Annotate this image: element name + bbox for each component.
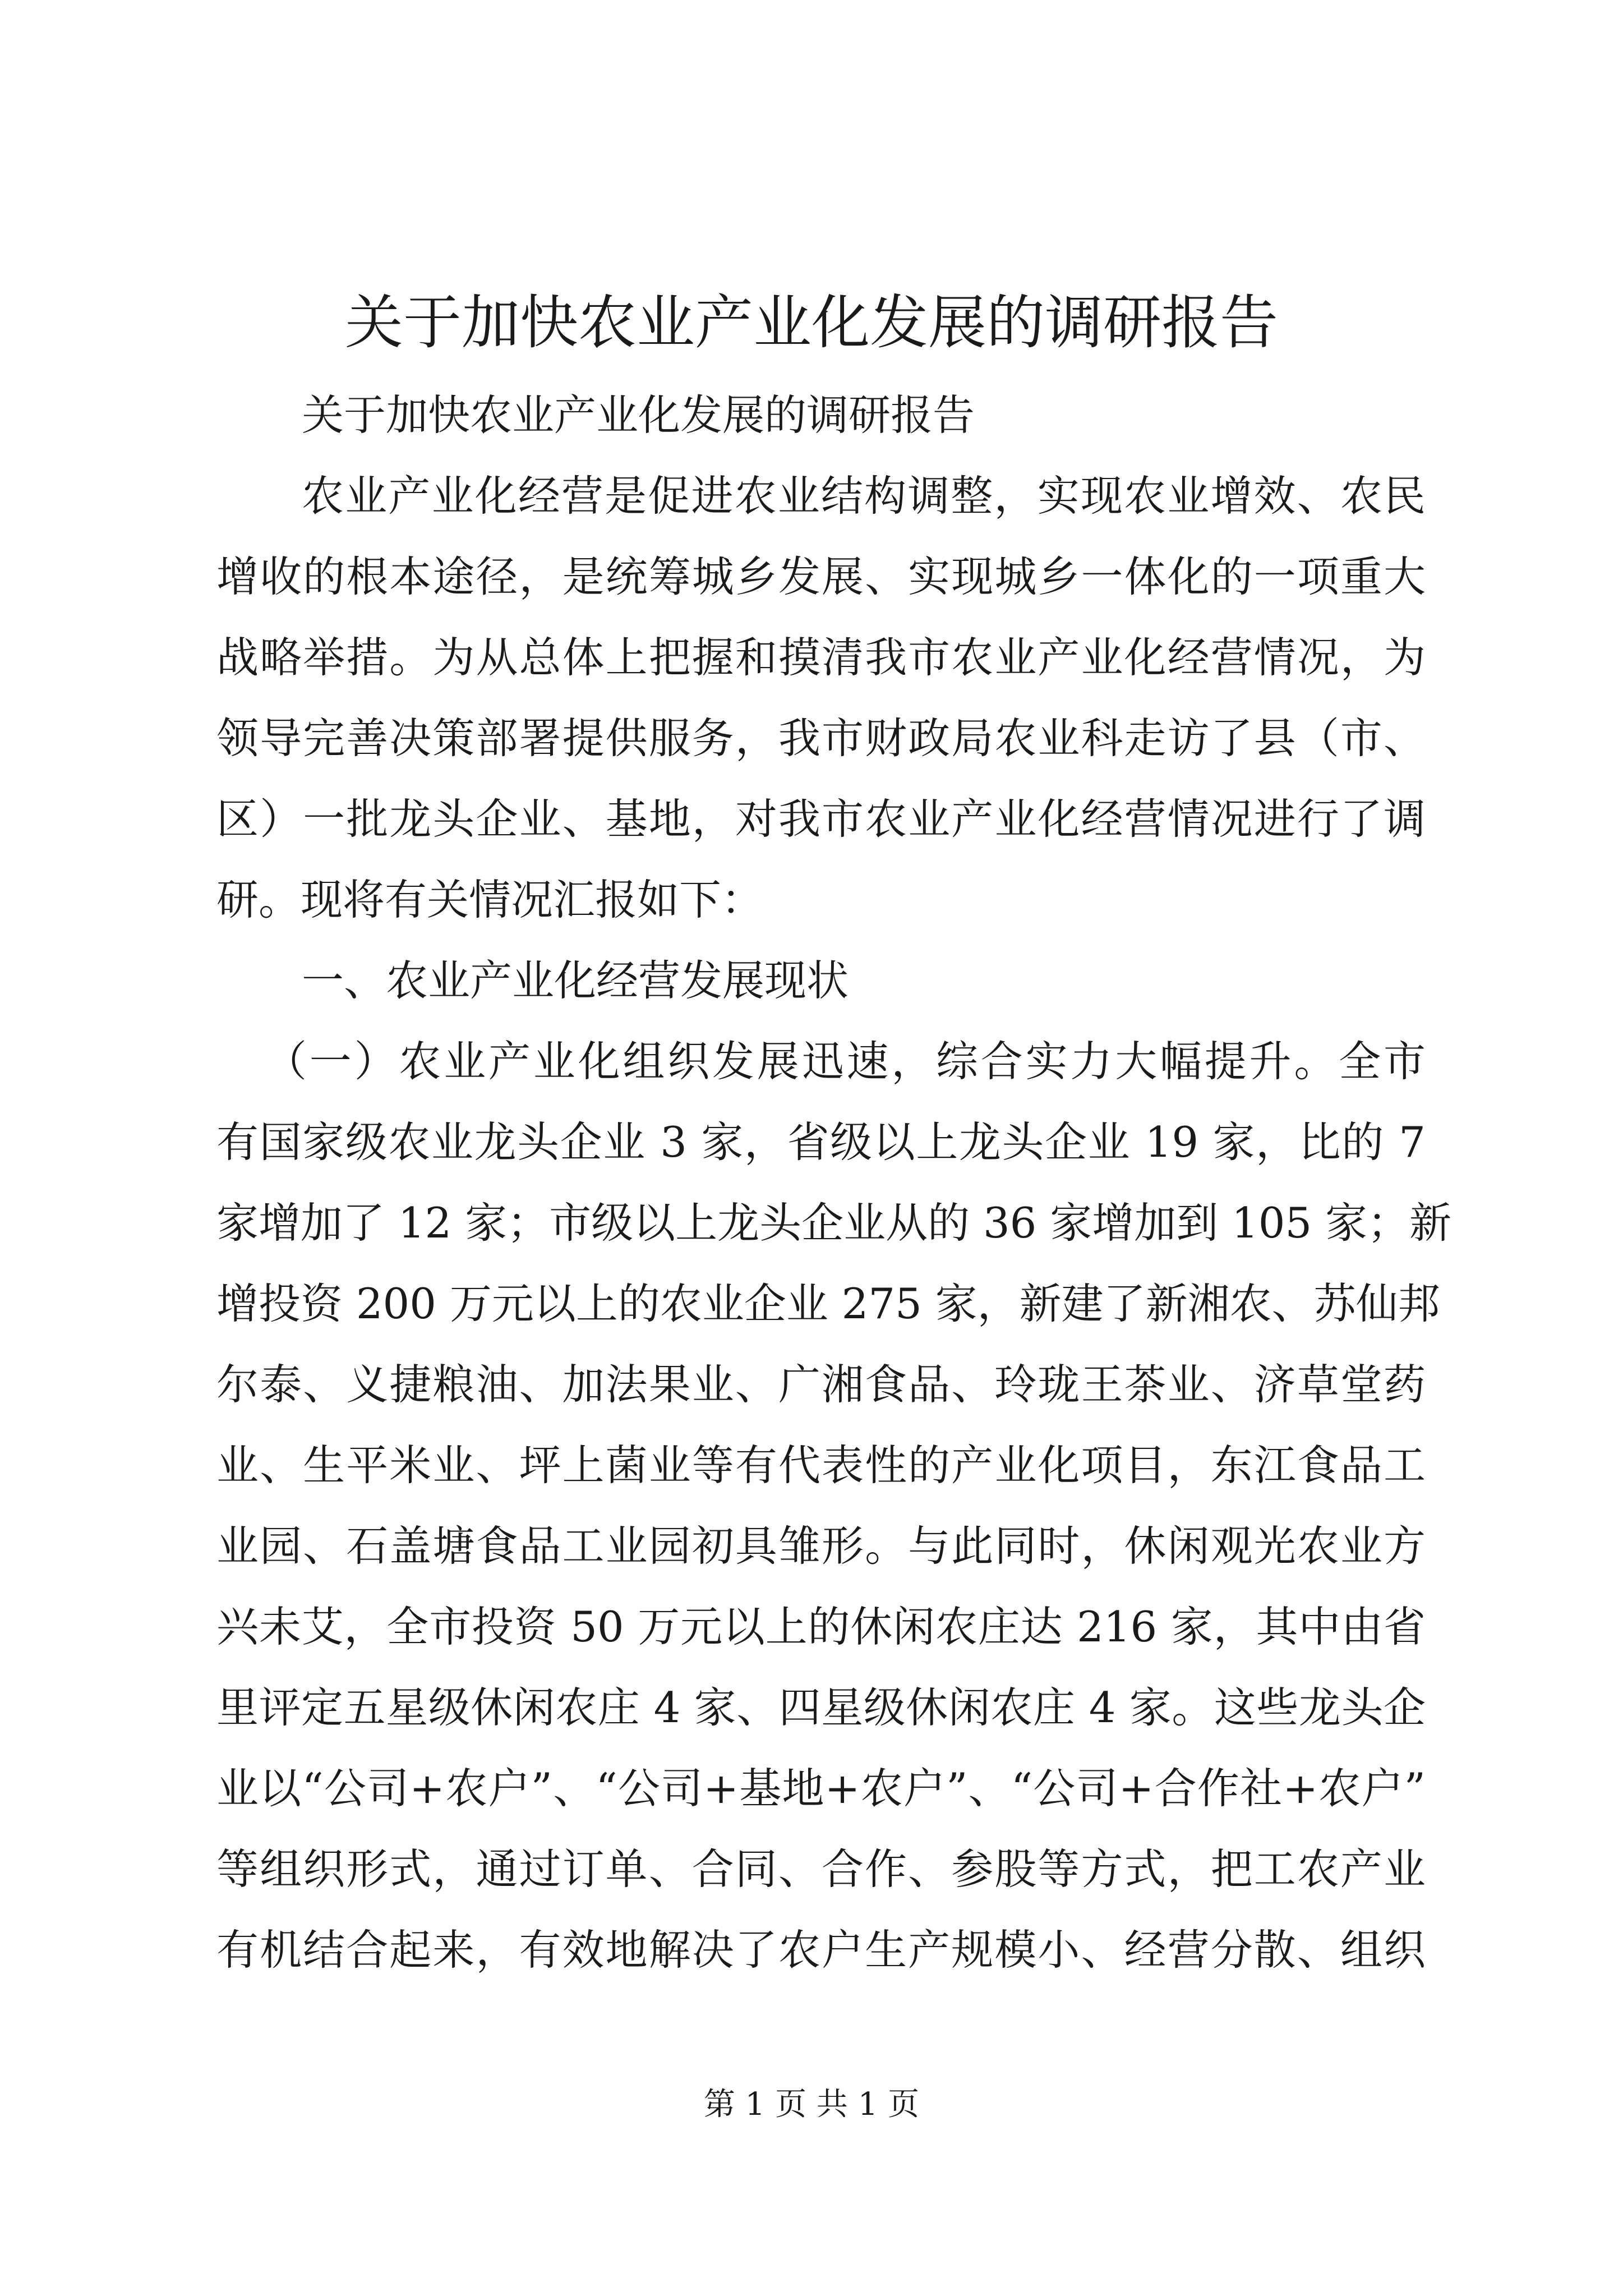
document-title: 关于加快农业产业化发展的调研报告 (344, 288, 1278, 357)
paragraph-line: 农业产业化经营是促进农业结构调整，实现农业增效、农民 (302, 471, 1426, 521)
paragraph-line: 业、生平米业、坪上菌业等有代表性的产业化项目，东江食品工 (216, 1441, 1426, 1490)
paragraph-line: 有机结合起来，有效地解决了农户生产规模小、经营分散、组织 (216, 1925, 1426, 1975)
subtitle-line: 关于加快农业产业化发展的调研报告 (302, 390, 975, 440)
paragraph-line: 战略举措。为从总体上把握和摸清我市农业产业化经营情况，为 (216, 633, 1426, 682)
document-body (216, 375, 1452, 1990)
paragraph-line: 有国家级农业龙头企业 3 家，省级以上龙头企业 19 家，比的 7 (216, 1117, 1426, 1167)
paragraph-line: 研。现将有关情况汇报如下： (216, 875, 764, 924)
paragraph-line: 家增加了 12 家；市级以上龙头企业从的 36 家增加到 105 家；新 (216, 1198, 1452, 1248)
paragraph-line: 里评定五星级休闲农庄 4 家、四星级休闲农庄 4 家。这些龙头企 (216, 1683, 1426, 1732)
paragraph-line: 兴未艾，全市投资 50 万元以上的休闲农庄达 216 家，其中由省 (216, 1602, 1426, 1651)
paragraph-line: 增收的根本途径，是统筹城乡发展、实现城乡一体化的一项重大 (216, 552, 1426, 601)
paragraph-line: （一）农业产业化组织发展迅速，综合实力大幅提升。全市 (265, 1037, 1426, 1086)
paragraph-line: 增投资 200 万元以上的农业企业 275 家，新建了新湘农、苏仙邦 (216, 1279, 1440, 1328)
paragraph-line: 区）一批龙头企业、基地，对我市农业产业化经营情况进行了调 (216, 794, 1426, 844)
page-number-footer: 第 1 页 共 1 页 (703, 2086, 920, 2123)
paragraph-line: 等组织形式，通过订单、合同、合作、参股等方式，把工农产业 (216, 1844, 1426, 1894)
paragraph-line: 业以“公司+农户”、“公司+基地+农户”、“公司+合作社+农户” (216, 1764, 1426, 1813)
paragraph-line: 尔泰、义捷粮油、加法果业、广湘食品、玲珑王茶业、济草堂药 (216, 1360, 1426, 1409)
section-heading: 一、农业产业化经营发展现状 (302, 956, 849, 1005)
paragraph-line: 领导完善决策部署提供服务，我市财政局农业科走访了县（市、 (216, 714, 1426, 763)
paragraph-line: 业园、石盖塘食品工业园初具雏形。与此同时，休闲观光农业方 (216, 1521, 1426, 1571)
